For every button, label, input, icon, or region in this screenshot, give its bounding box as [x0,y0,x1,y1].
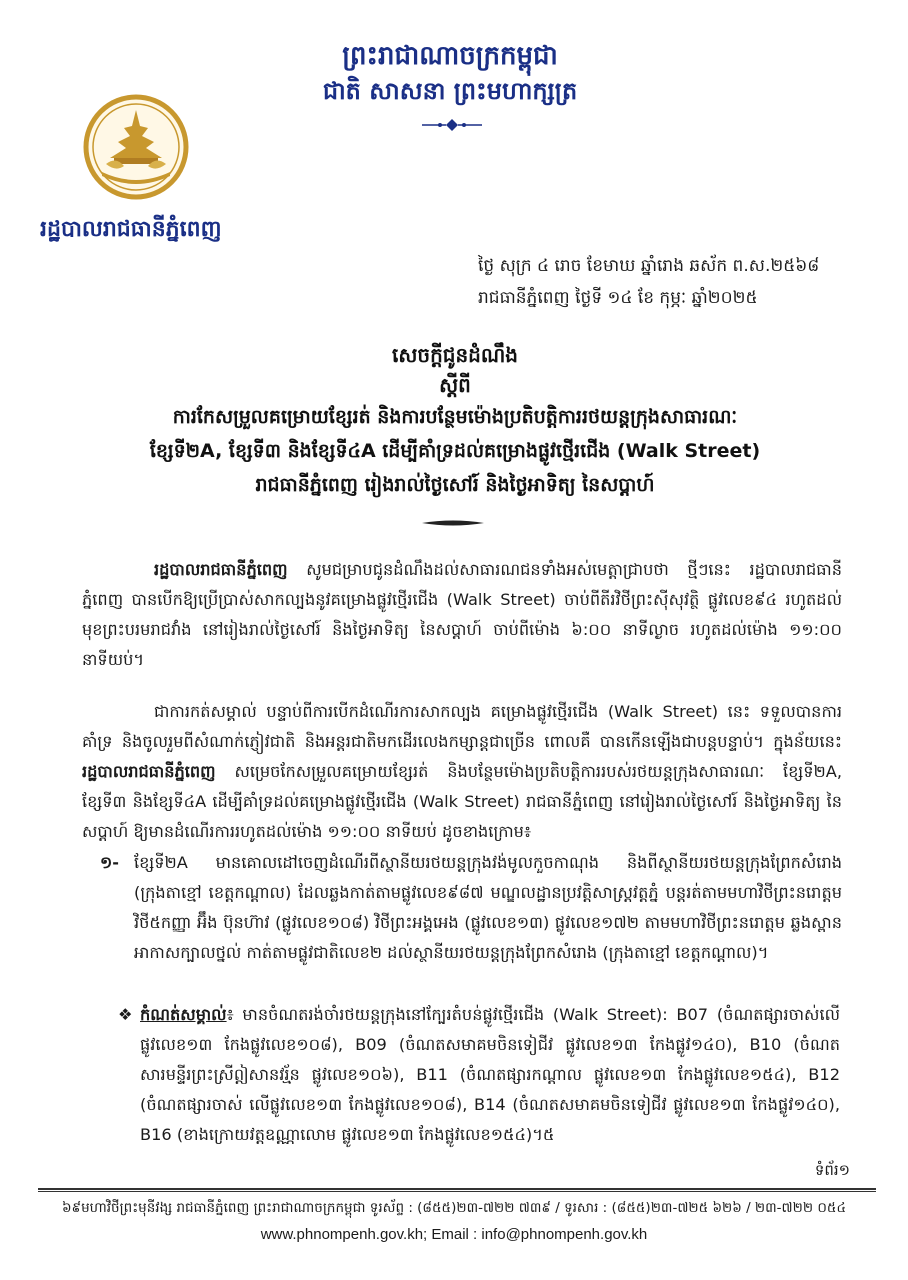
solar-date: រាជធានីភ្នំពេញ ថ្ងៃទី ១៤ ខែ កុម្ភៈ ឆ្នាំ២០២៥ [478,288,758,308]
note-text: ៖ មានចំណតរង់ចាំរថយន្តក្រុងនៅក្បែរតំបន់ផ្លូវថ្មើរជើង (Walk Street): B07 (ចំណតផ្សារចាស់លើផ្លូវលេខ១៣ កែងផ្លូវលេខ១០៨), B09 (ចំណតសមាគមចិនទៀជីវ ផ្លូវលេខ១៣ កែងផ្លូវ១៤០), B10 (ចំណតសារមន្ទីរព្រះស្រីឦសានវរ្ម័ន ផ្លូវលេខ១០៦), B11 (ចំណតផ្សារកណ្តាល ផ្លូវលេខ១៣ កែងផ្លូវលេខ១៥៤), B12 (ចំណតផ្សារចាស់ លើផ្លូវលេខ១៣ កែងផ្លូវលេខ១០៨), B14 (ចំណតសមាគមចិនទៀជីវ ផ្លូវលេខ១៣ កែងផ្លូវ១៤០), B16 (ខាងក្រោយវត្តឧណ្ណាលោម ផ្លូវលេខ១៣ កែងផ្លូវលេខ១៥៤)។៥ [140,1005,840,1144]
national-motto: ជាតិ សាសនា ព្រះមហាក្សត្រ [322,77,578,105]
paragraph-1 [82,555,842,675]
lunar-date: ថ្ងៃ សុក្រ ៤ រោច ខែមាឃ ឆ្នាំរោង ឆស័ក ព.ស.២៥៦៨ [478,256,820,276]
title-line-5: រាជធានីភ្នំពេញ រៀងរាល់ថ្ងៃសៅរ៍ និងថ្ងៃអាទិត្យ នៃសប្តាហ៍ [255,474,655,496]
title-ornament-icon [420,517,486,529]
diamond-bullet-icon: ❖ [118,1005,133,1024]
paragraph-1-text: សូមជម្រាបជូនដំណឹងដល់សាធារណជនទាំងអស់មេត្តាជ្រាបថា ថ្មីៗនេះ រដ្ឋបាលរាជធានីភ្នំពេញ បានបើកឱ្យប្រើប្រាស់សាកល្បងនូវគម្រោងផ្លូវថ្មើរជើង (Walk Street) ចាប់ពីតីរវិថីព្រះស៊ីសុវត្ថិ ផ្លូវលេខ៩៤ រហូតដល់មុខព្រះបរមរាជវាំង នៅរៀងរាល់ថ្ងៃសៅរ៍ និងថ្ងៃអាទិត្យ នៃសប្តាហ៍ ចាប់ពីម៉ោង ៦:០០ នាទីល្ងាច រហូតដល់ម៉ោង ១១:០០ នាទីយប់។ [82,560,842,669]
note-label: កំណត់សម្គាល់ [140,1005,227,1024]
footer-web-email: www.phnompenh.gov.kh; Email : info@phnompenh.gov.kh [260,1226,648,1243]
title-line-1: សេចក្តីជូនដំណឹង [392,343,518,367]
footer-address: ៦៩មហាវិថីព្រះមុនីវង្ស រាជធានីភ្នំពេញ ព្រះរាជាណាចក្រកម្ពុជា ទូរស័ព្ទ : (៨៥៥)២៣-៧២២ ៧៣៩ / ទូរសារ : (៨៥៥)២៣-៧២៥ ៦២៦ / ២៣-៧២២ ០៥៤ [61,1200,847,1216]
item-number: ១- [100,853,119,872]
footer-divider [38,1188,876,1190]
notice-title [70,340,840,502]
kingdom-header [300,38,600,108]
title-line-4: ខ្សែទី២A, ខ្សែទី៣ និងខ្សែទី៤A ដើម្បីគាំទ្រដល់គម្រោងផ្លូវថ្មើរជើង (Walk Street) [149,440,761,462]
issuer-name: រដ្ឋបាលរាជធានីភ្នំពេញ [40,217,222,242]
notice-body [82,555,842,869]
title-line-2: ស្តីពី [439,373,471,397]
kingdom-name: ព្រះរាជាណាចក្រកម្ពុជា [342,41,558,71]
paragraph-1-lead: រដ្ឋបាលរាជធានីភ្នំពេញ [154,560,288,579]
paragraph-2-text-a: ជាការកត់សម្គាល់ បន្ទាប់ពីការបើកដំណើរការសាកល្បង គម្រោងផ្លូវថ្មើរជើង (Walk Street) នេះ ទទួលបានការគាំទ្រ និងចូលរួមពីសំណាក់ភ្ញៀវជាតិ និងអន្តរជាតិមកដើរលេងកម្សាន្តជាច្រើន ពោលគឺ បានកើនឡើងជាបន្តបន្ទាប់។ ក្នុងន័យនេះ [82,702,842,751]
bus-stop-note [118,1000,840,1150]
footer-divider-thin [38,1191,876,1192]
date-block [478,250,878,314]
header-ornament-icon [420,118,484,132]
page-number: ទំព័រ១ [814,1161,850,1179]
title-line-3: ការកែសម្រួលគម្រោយខ្សែរត់ និងការបន្ថែមម៉ោងប្រតិបត្តិការរថយន្តក្រុងសាធារណៈ [172,406,738,428]
paragraph-2-lead: រដ្ឋបាលរាជធានីភ្នំពេញ [82,762,216,781]
paragraph-2-text-b: សម្រេចកែសម្រួលគម្រោយខ្សែរត់ និងបន្ថែមម៉ោងប្រតិបត្តិការរបស់រថយន្តក្រុងសាធារណៈ ខ្សែទី២A, ខ្សែទី៣ និងខ្សែទី៤A ដើម្បីគាំទ្រដល់គម្រោងផ្លូវថ្មើរជើង (Walk Street) រាជធានីភ្នំពេញ នៅរៀងរាល់ថ្ងៃសៅរ៍ និងថ្ងៃអាទិត្យ នៃសប្តាហ៍ ឱ្យមានដំណើរការរហូតដល់ម៉ោង ១១:០០ នាទីយប់ ដូចខាងក្រោម៖ [82,762,842,841]
list-item-route-2a [82,848,842,968]
phnom-penh-emblem-icon [76,92,196,202]
item-text: ខ្សែទី២A មានគោលដៅចេញដំណើរពីស្ថានីយរថយន្តក្រុងវង់មូលកួចកាណុង និងពីស្ថានីយរថយន្តក្រុងព្រែកសំរោង (ក្រុងតាខ្មៅ ខេត្តកណ្តាល) ដែលឆ្លងកាត់តាមផ្លូវលេខ៩៨៧ មណ្ឌលដ្ឋានប្រវត្តិសាស្ត្រវត្តភ្នំ បន្តរត់តាមមហាវិថីព្រះនរោត្តម វិថី៥កញ្ញា អ៊ឹង ប៊ុនហ៊ាវ (ផ្លូវលេខ១០៨) វិថីព្រះអង្គអេង (ផ្លូវលេខ១៣) ផ្លូវលេខ១៧២ តាមមហាវិថីព្រះនរោត្តម ឆ្លងស្ពានអាកាសក្បាលថ្នល់ កាត់តាមផ្លូវជាតិលេខ២ ដល់ស្ថានីយរថយន្តក្រុងព្រែកសំរោង (ក្រុងតាខ្មៅ ខេត្តកណ្តាល)។ [134,853,842,962]
paragraph-2 [82,697,842,847]
